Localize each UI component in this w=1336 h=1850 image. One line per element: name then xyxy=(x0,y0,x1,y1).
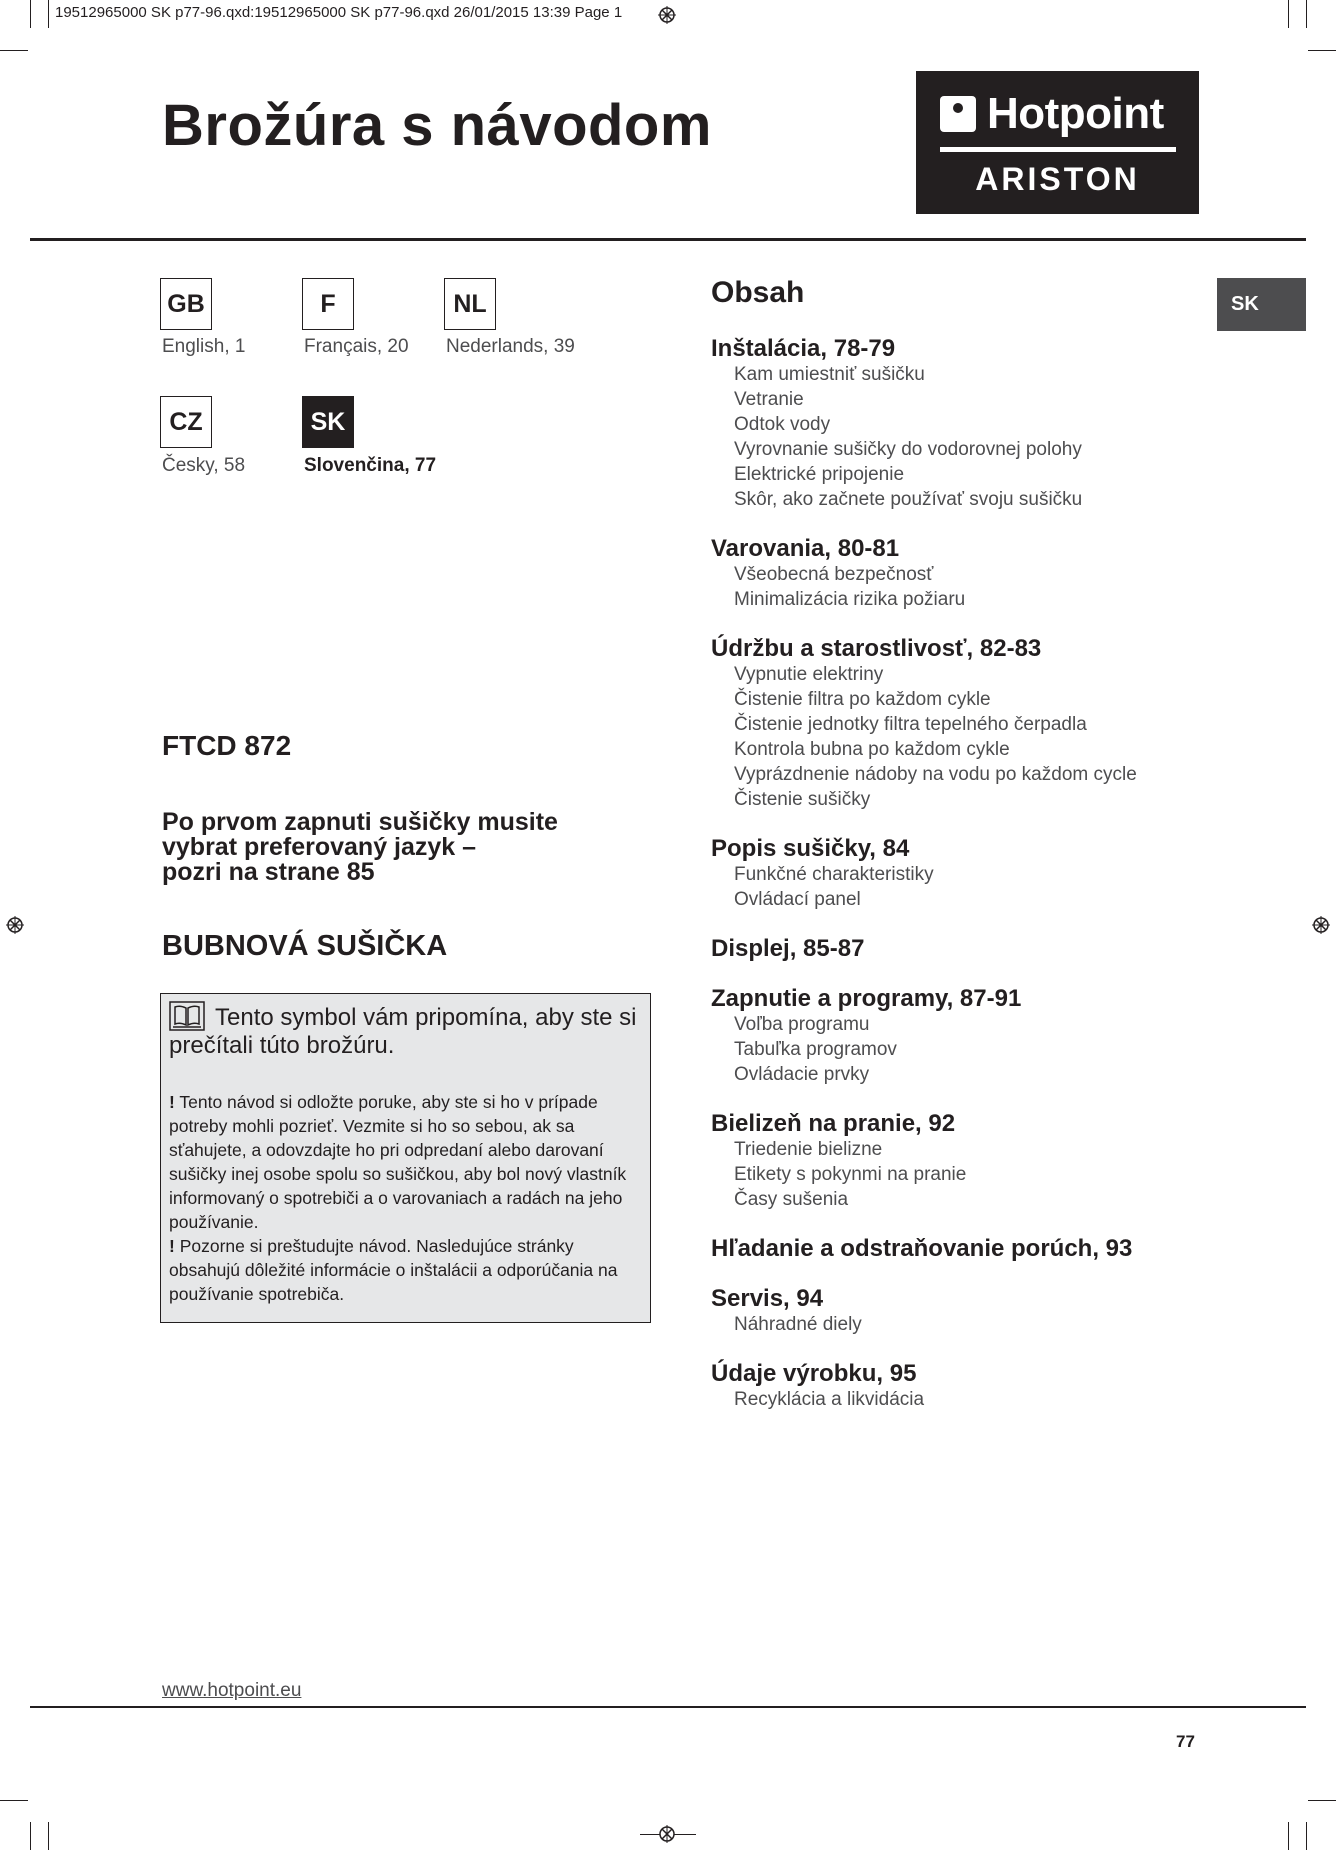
crop-mark xyxy=(1308,1800,1336,1801)
toc-section-title[interactable]: Displej, 85-87 xyxy=(711,935,865,962)
page-number: 77 xyxy=(1176,1732,1195,1751)
registration-mark-icon xyxy=(658,1825,676,1843)
toc-item[interactable]: Čistenie filtra po každom cykle xyxy=(734,689,991,710)
divider xyxy=(30,238,1306,241)
toc-item[interactable]: Vyrovnanie sušičky do vodorovnej polohy xyxy=(734,439,1082,460)
language-name-sk[interactable]: Slovenčina, 77 xyxy=(304,455,437,476)
website-link[interactable]: www.hotpoint.eu xyxy=(162,1680,302,1701)
language-name-gb[interactable]: English, 1 xyxy=(162,336,246,357)
crop-mark xyxy=(30,0,31,28)
crop-mark xyxy=(0,50,28,51)
toc-item[interactable]: Tabuľka programov xyxy=(734,1039,897,1060)
toc-section-title[interactable]: Hľadanie a odstraňovanie porúch, 93 xyxy=(711,1235,1133,1262)
language-box-nl[interactable]: NL xyxy=(444,278,496,330)
crop-mark xyxy=(48,0,49,28)
note-line: Po prvom zapnuti sušičky musite xyxy=(162,808,558,836)
logo-brand: Hotpoint xyxy=(987,89,1164,138)
toc-item[interactable]: Ovládacie prvky xyxy=(734,1064,870,1085)
language-name-cz[interactable]: Česky, 58 xyxy=(162,455,246,476)
crop-mark xyxy=(0,1800,28,1801)
toc-section-title[interactable]: Servis, 94 xyxy=(711,1285,824,1312)
toc-section-title[interactable]: Zapnutie a programy, 87-91 xyxy=(711,985,1022,1012)
warning-mark: ! xyxy=(169,1236,175,1256)
reminder-box xyxy=(160,993,651,1323)
toc-section-title[interactable]: Bielizeň na pranie, 92 xyxy=(711,1110,956,1137)
toc-item[interactable]: Vypnutie elektriny xyxy=(734,664,884,685)
reminder-body xyxy=(169,1090,644,1306)
language-box-gb[interactable]: GB xyxy=(160,278,212,330)
registration-mark-icon xyxy=(6,916,24,934)
reminder-lead: Tento symbol vám pripomína, aby ste si prečítali túto brožúru. xyxy=(169,1004,637,1059)
note-line: vybrat preferovaný jazyk – xyxy=(162,833,477,861)
language-note xyxy=(162,810,558,885)
toc-item[interactable]: Vyprázdnenie nádoby na vodu po každom cycle xyxy=(734,764,1137,785)
toc-item[interactable]: Voľba programu xyxy=(734,1014,870,1035)
toc-section-title[interactable]: Inštalácia, 78-79 xyxy=(711,335,896,362)
toc-item[interactable]: Funkčné charakteristiky xyxy=(734,864,934,885)
language-name-nl[interactable]: Nederlands, 39 xyxy=(446,336,575,357)
toc-item[interactable]: Odtok vody xyxy=(734,414,831,435)
divider xyxy=(30,1706,1306,1708)
reminder-text: Tento návod si odložte poruke, aby ste si ho v prípade potreby mohli pozrieť. Vezmite si ho so sebou, ak sa sťahujete, a odovzdajte ho pri odpredaní alebo darovaní sušičky inej osobe spolu so sušičkou, aby bol nový vlastník informovaný o spotrebiči a o varovaniach a radách na jeho používanie. xyxy=(169,1092,627,1232)
toc-section-title[interactable]: Popis sušičky, 84 xyxy=(711,835,910,862)
language-name-f[interactable]: Français, 20 xyxy=(304,336,409,357)
logo-sub: ARISTON xyxy=(975,161,1140,197)
crop-mark xyxy=(48,1822,49,1850)
note-line: pozri na strane 85 xyxy=(162,858,375,886)
registration-mark-icon xyxy=(1312,916,1330,934)
toc-item[interactable]: Čistenie jednotky filtra tepelného čerpadla xyxy=(734,714,1087,735)
model-number: FTCD 872 xyxy=(162,730,292,761)
hotpoint-ariston-logo xyxy=(916,71,1199,214)
crop-mark xyxy=(1308,50,1336,51)
reminder-text: Pozorne si preštudujte návod. Nasledujúce stránky obsahujú dôležité informácie o inštalácii a odporúčania na používanie spotrebiča. xyxy=(169,1236,618,1304)
language-box-cz[interactable]: CZ xyxy=(160,396,212,448)
toc-item[interactable]: Recyklácia a likvidácia xyxy=(734,1389,925,1410)
page-title: Brožúra s návodom xyxy=(162,93,712,158)
toc-item[interactable]: Elektrické pripojenie xyxy=(734,464,905,485)
toc-section-title[interactable]: Údaje výrobku, 95 xyxy=(711,1360,917,1387)
logo-bar xyxy=(940,147,1176,152)
toc-item[interactable]: Triedenie bielizne xyxy=(734,1139,883,1160)
toc-item[interactable]: Skôr, ako začnete používať svoju sušičku xyxy=(734,489,1083,510)
toc-item[interactable]: Časy sušenia xyxy=(734,1189,849,1210)
crop-mark xyxy=(1306,0,1307,28)
language-box-sk[interactable]: SK xyxy=(302,396,354,448)
crop-mark xyxy=(30,1822,31,1850)
crop-mark xyxy=(1306,1822,1307,1850)
language-tab-sk: SK xyxy=(1217,278,1306,331)
toc-item[interactable]: Minimalizácia rizika požiaru xyxy=(734,589,966,610)
registration-mark-icon xyxy=(658,6,676,24)
hotpoint-logo-icon xyxy=(940,96,976,132)
toc-item[interactable]: Ovládací panel xyxy=(734,889,861,910)
product-type: BUBNOVÁ SUŠIČKA xyxy=(162,930,448,962)
toc-item[interactable]: Kam umiestniť sušičku xyxy=(734,364,925,385)
toc-item[interactable]: Všeobecná bezpečnosť xyxy=(734,564,934,585)
reminder-paragraph xyxy=(169,1234,644,1306)
toc-item[interactable]: Vetranie xyxy=(734,389,804,410)
toc-item[interactable]: Náhradné diely xyxy=(734,1314,862,1335)
toc-heading: Obsah xyxy=(711,276,805,309)
crop-mark xyxy=(1288,1822,1289,1850)
toc-section-title[interactable]: Varovania, 80-81 xyxy=(711,535,900,562)
warning-mark: ! xyxy=(169,1092,175,1112)
toc-section-title[interactable]: Údržbu a starostlivosť, 82-83 xyxy=(711,635,1042,662)
language-box-f[interactable]: F xyxy=(302,278,354,330)
reminder-paragraph xyxy=(169,1090,644,1234)
toc-item[interactable]: Etikety s pokynmi na pranie xyxy=(734,1164,967,1185)
file-slug: 19512965000 SK p77-96.qxd:19512965000 SK p77-96.qxd 26/01/2015 13:39 Page 1 xyxy=(55,4,623,21)
crop-mark xyxy=(1288,0,1289,28)
toc-item[interactable]: Kontrola bubna po každom cykle xyxy=(734,739,1010,760)
toc-item[interactable]: Čistenie sušičky xyxy=(734,789,871,810)
